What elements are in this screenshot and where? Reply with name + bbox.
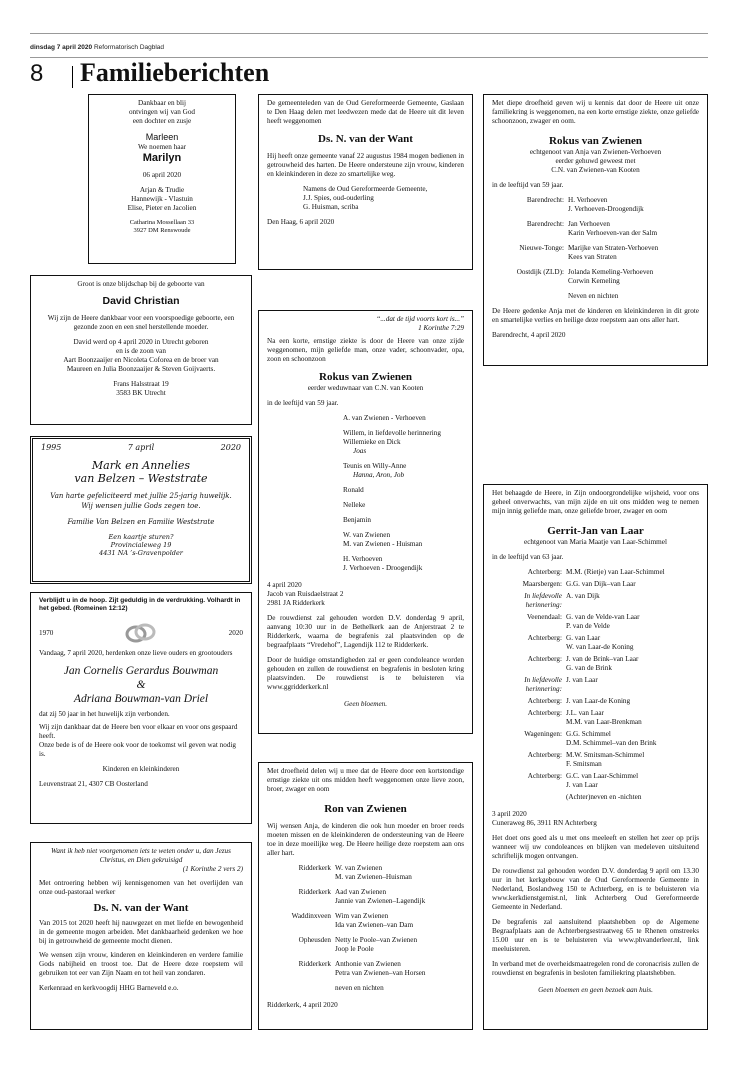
family-row xyxy=(492,697,699,706)
family-place: Achterberg: xyxy=(527,709,562,717)
service-info: De rouwdienst zal gehouden worden D.V. donderdag 9 april, aanvang 10:30 uur in de Bethelkerk aan de Anjerstraat 2 te Ridderkerk, waarna de begrafenis zal plaatsvinden op de begraafplaats “Vredehof”, Lagendijk 112 te Ridderkerk. xyxy=(267,614,464,649)
intro: Na een korte, ernstige ziekte is door de Heere van onze zijde weggenomen, mijn geliefde man, onze vader, schoonvader, opa, zoon en schoonzoon xyxy=(267,337,464,363)
family-row xyxy=(492,793,699,802)
date: 3 april 2020 xyxy=(492,810,527,818)
family-member: J. van de Brink–van Laar xyxy=(566,655,639,663)
anniversary-25-ad xyxy=(30,436,252,584)
family-place: In liefdevolle herinnering: xyxy=(524,676,562,693)
obituary-want-denhaag xyxy=(258,94,473,270)
place-date: Barendrecht, 4 april 2020 xyxy=(492,331,566,339)
family-row xyxy=(492,613,699,631)
page-divider xyxy=(72,66,73,88)
family-member: J. van Laar xyxy=(566,676,598,684)
dates-row: 1995 7 april 2020 xyxy=(41,443,241,452)
family-member: P. van de Velde xyxy=(566,622,610,630)
family-member: J.L. van Laar xyxy=(566,709,604,717)
extra-family: neven en nichten xyxy=(335,984,384,992)
place-date: Ridderkerk, 4 april 2020 xyxy=(267,1001,338,1009)
page-number: 8 xyxy=(30,60,44,87)
deceased-name: Ron van Zwienen xyxy=(324,803,407,815)
deceased-name: Rokus van Zwienen xyxy=(319,371,412,383)
family-member: G.C. van Laar-Schimmel xyxy=(566,772,639,780)
signature: Kerkenraad en kerkvoogdij HHG Barneveld e.o. xyxy=(39,984,179,992)
family-row xyxy=(492,676,699,694)
corona-info: In verband met de overheidsmaatregelen rond de coronacrisis zullen de rouwdienst en begrafenis in besloten familiekring plaatshebben. xyxy=(492,960,699,977)
service-info: De rouwdienst zal gehouden worden D.V. donderdag 9 april om 13.30 uur in het kerkgebouw van de Oud Gereformeerde Gemeente in Nederland, Boslandweg 150 te Achterberg, en is te beluisteren via www.kerkdienstgemist.nl, link Achterberg Oud Gereformeerde Gemeente in Nederland. xyxy=(492,867,699,911)
family-place: Achterberg: xyxy=(527,655,562,663)
family-row xyxy=(492,709,699,727)
intro: Met diepe droefheid geven wij u kennis dat door de Heere uit onze familiekring is weggenomen, na een korte ernstige ziekte, onze geliefde schoonzoon, zwager en oom. xyxy=(492,99,699,125)
age-line: in de leeftijd van 59 jaar. xyxy=(267,399,339,407)
family-place: Veenendaal: xyxy=(526,613,562,621)
verse-ref: 1 Korinthe 7:29 xyxy=(418,324,464,332)
family-row xyxy=(492,580,699,589)
obituary-rokus-family xyxy=(258,310,473,734)
address: Jacob van Ruisdaelstraat 2 2981 JA Ridderkerk xyxy=(267,590,344,607)
ampersand: & xyxy=(136,679,146,691)
family-member: G. van Laar xyxy=(566,634,601,642)
masthead xyxy=(30,44,164,51)
spouse-line: eerder weduwnaar van C.N. van Kooten xyxy=(307,384,424,392)
family-member: A. van Dijk xyxy=(566,592,600,600)
family-list: Ridderkerk W. van Zwienen M. van Zwienen–Huisman Ridderkerk Aad van Zwienen Jannie van Zwienen–Lagendijk Waddinxveen Wim van Zwienen Ida van Zwienen–van Dam Opheusden Netty le Poole–van Zwienen Joop le Poole Ridderkerk Anthonie van Zwienen Petra van Zwienen–van Horsen xyxy=(291,864,426,977)
family-place: Achterberg: xyxy=(527,772,562,780)
year-from: 1970 xyxy=(39,628,54,637)
issue-date: dinsdag 7 april 2020 xyxy=(30,44,93,51)
family-place: Achterberg: xyxy=(527,634,562,642)
comfort-text: De Heere gedenke Anja met de kinderen en kleinkinderen in dit grote en smartelijke verlies en heilige deze roepstem aan ons aller hart. xyxy=(492,307,699,324)
obituary-want-barneveld xyxy=(30,842,252,1030)
birth-david-ad xyxy=(30,275,252,425)
baby-name: David Christian xyxy=(102,295,180,307)
anniversary-50-ad xyxy=(30,592,252,824)
obituary-rokus-verhoeven xyxy=(483,94,708,366)
family-list xyxy=(492,568,699,802)
family-member: M.W. Smitsman-Schimmel xyxy=(566,751,645,759)
footer-note: Geen bloemen en geen bezoek aan huis. xyxy=(538,986,653,994)
family-row xyxy=(492,730,699,748)
family-member: G. van de Brink xyxy=(566,664,612,672)
verse-ref: (1 Korinthe 2 vers 2) xyxy=(182,865,243,873)
parents: Arjan & Trudie Hannewijk - Vlastuin Elise, Pieter en Jacolien xyxy=(127,186,197,212)
footer-note: Geen bloemen. xyxy=(343,700,388,708)
verse: Verblijdt u in de hoop. Zijt geduldig in de verdrukking. Volhardt in het gebed. (Romeinen 12:12) xyxy=(39,597,241,612)
family-member: G.G. van Dijk–van Laar xyxy=(566,580,636,588)
age-line: in de leeftijd van 59 jaar. xyxy=(492,181,564,189)
obituary-gerrit-jan xyxy=(483,484,708,1030)
deceased-name: Ds. N. van der Want xyxy=(93,902,189,914)
family-place: Wageningen: xyxy=(524,730,562,738)
address: Catharina Mossellaan 33 3927 DM Renswoude xyxy=(129,219,195,234)
place-date: Den Haag, 6 april 2020 xyxy=(267,218,335,226)
wedding-rings-icon xyxy=(124,621,158,645)
comfort-text: We wensen zijn vrouw, kinderen en kleinkinderen en verdere familie Gods nabijheid en troost toe. Dat de Heere deze roepstem wil gebruiken tot eer van Zijn Naam en tot heil van zondaren. xyxy=(39,951,243,977)
family-list: A. van Zwienen - Verhoeven Willem, in liefdevolle herinnering Willemieke en Dick Joas Teunis en Willy-Anne Hanna, Aron, Job Ronald Nelleke Benjamin W. van Zwienen M. van Zwienen - Huisman H. Verhoeven J. Verhoeven - Droogendijk xyxy=(343,414,441,572)
spouse-lines: echtgenoot van Anja van Zwienen-Verhoeven eerder gehuwd geweest met C.N. van Zwienen-van Kooten xyxy=(529,148,662,174)
thanks-text: Wij zijn dankbaar dat de Heere ben voor elkaar en voor ons gespaard heeft. xyxy=(39,723,238,740)
family-place: Achterberg: xyxy=(527,751,562,759)
top-rule xyxy=(30,33,708,34)
intro: Het behaagde de Heere, in Zijn ondoorgrondelijke wijsheid, voor ons geheel onverwachts, van mijn zijde en uit ons midden weg te nemen mijn innig geliefde man, onze geliefde broer, zwager en oom xyxy=(492,489,699,515)
family-row xyxy=(492,655,699,673)
called-text: We noemen haar xyxy=(137,143,187,151)
condolence-info: Door de huidige omstandigheden zal er geen condoleance worden gehouden en zullen de rouwdienst en begrafenis in besloten kring plaatsvinden. De rouwdienst is te beluisteren via www.ggridderkerk.nl xyxy=(267,656,464,691)
birth-details: David werd op 4 april 2020 in Utrecht geboren en is de zoon van Aart Boonzaaijer en Nicoleta Coforea en de broer van Maureen en Julia Boonzaaijer & Steven Goijvaerts. xyxy=(63,338,219,373)
verse: Want ik heb niet voorgenomen iets te weten onder u, dan Jezus Christus, en Dien gekruisigd xyxy=(51,847,231,864)
family-row xyxy=(492,634,699,652)
family-place xyxy=(492,793,566,802)
family-place: In liefdevolle herinnering: xyxy=(524,592,562,609)
comfort-text: Wij wensen Anja, de kinderen die ook hun moeder en broer reeds moeten missen en de kleinkinderen de ondersteuning van de Heere toe in deze moeilijke weg. De Heere heilige deze roepstem aan ons aller hart. xyxy=(267,822,464,857)
marriage-years: dat zij 50 jaar in het huwelijk zijn verbonden. xyxy=(39,710,170,718)
family-member: G. van de Velde-van Laar xyxy=(566,613,640,621)
address: Frans Halsstraat 19 3583 BK Utrecht xyxy=(113,380,169,397)
family-member: F. Smitsman xyxy=(566,760,602,768)
baby-name: Marilyn xyxy=(142,152,182,164)
family-member: M.M. van Laar-Brenkman xyxy=(566,718,642,726)
name-wife: Adriana Bouwman-van Driel xyxy=(73,693,209,705)
prayer-text: Onze bede is of de Heere ook voor de toekomst wil geven wat nodig is. xyxy=(39,741,236,758)
thanks-text: Wij zijn de Heere dankbaar voor een voorspoedige geboorte, een gezonde zoon en een snel herstellende moeder. xyxy=(47,314,235,331)
family-member: M.M. (Rietje) van Laar-Schimmel xyxy=(566,568,665,576)
family-place: Maarsbergen: xyxy=(522,580,562,588)
years-row xyxy=(39,621,243,645)
family-row xyxy=(492,772,699,790)
family-sign: Familie Van Belzen en Familie Weststrate xyxy=(67,518,215,526)
section-title: Familieberichten xyxy=(80,58,270,87)
age-line: in de leeftijd van 63 jaar. xyxy=(492,553,564,561)
deceased-name: Ds. N. van der Want xyxy=(318,133,413,145)
family-place: Achterberg: xyxy=(527,568,562,576)
family-list: Barendrecht: H. Verhoeven J. Verhoeven-Droogendijk Barendrecht: Jan Verhoeven Karin Verhoeven-van der Salm Nieuwe-Tonge: Marijke van Straten-Verhoeven Kees van Straten Oostdijk (ZLD): Jolanda Kemeling-Verhoeven Corwin Kemeling xyxy=(516,196,659,285)
obituary-ron xyxy=(258,762,473,1030)
extra-family: Neven en nichten xyxy=(568,292,619,300)
congrats: Van harte gefeliciteerd met jullie 25-jarig huwelijk. Wij wensen jullie Gods zegen toe. xyxy=(50,492,232,510)
family-member: (Achter)neven en -nichten xyxy=(566,793,642,801)
address: Een kaartje sturen? Provincialeweg 19 4431 NA ’s-Gravenpolder xyxy=(99,533,183,557)
address: Leuvenstraat 21, 4307 CB Oosterland xyxy=(39,780,148,788)
verse: “...dat de tijd voorts kort is...” xyxy=(376,315,464,323)
birth-date: 06 april 2020 xyxy=(142,171,182,179)
family-member: J. van Laar xyxy=(566,781,598,789)
tribute-text: Hij heeft onze gemeente vanaf 22 augustus 1984 mogen bedienen in getrouwheid des harten. De Heere ondersteune zijn vrouw, kinderen en kleinkinderen in deze zo smartelijke weg. xyxy=(267,152,464,178)
name-husband: Jan Cornelis Gerardus Bouwman xyxy=(63,665,219,677)
condolence-text: Het doet ons goed als u met ons meeleeft en stellen het zeer op prijs wanneer wij uw condoleances en blijken van medeleven uitsluitend schriftelijk mogen ontvangen. xyxy=(492,834,699,860)
couple-names: Mark en Annelies van Belzen – Weststrate xyxy=(74,459,208,485)
deceased-name: Rokus van Zwienen xyxy=(549,135,642,147)
intro: Vandaag, 7 april 2020, herdenken onze lieve ouders en grootouders xyxy=(39,649,233,657)
intro: Met ontroering hebben wij kennisgenomen van het overlijden van onze oud-pastoraal werker xyxy=(39,879,243,896)
intro: Met droefheid delen wij u mee dat de Heere door een kortstondige ernstige ziekte uit ons midden heeft weggenomen onze lieve zoon, broer, zwager en oom xyxy=(267,767,464,793)
address: Cuneraweg 86, 3911 RN Achterberg xyxy=(492,819,597,827)
family-place: Achterberg: xyxy=(527,697,562,705)
date: 4 april 2020 xyxy=(267,581,302,589)
family-member: D.M. Schimmel–van den Brink xyxy=(566,739,657,747)
paper-name: Reformatorisch Dagblad xyxy=(93,44,165,51)
birth-marilyn-ad xyxy=(88,94,236,264)
first-name: Marleen xyxy=(145,132,179,142)
burial-info: De begrafenis zal aansluitend plaatshebben op de Algemene Begraafplaats aan de Achterbergsestraatweg 65 te Rhenen omstreeks 15.00 uur en is te beluisteren via www.phvanderleer.nl, link meeluisteren. xyxy=(492,918,699,953)
tribute-text: Van 2015 tot 2020 heeft hij nauwgezet en met liefde en bewogenheid in de gemeente mogen arbeiden. Met dankbaarheid gedenken we hoe bij in getrouwheid de gemeente mocht dienen. xyxy=(39,919,243,945)
family-row xyxy=(492,568,699,577)
family-member: G.G. Schimmel xyxy=(566,730,611,738)
year-to: 2020 xyxy=(228,628,243,637)
family-member: J. van Laar-de Koning xyxy=(566,697,631,705)
intro: Dankbaar en blij ontvingen wij van God een dochter en zusje xyxy=(128,99,196,125)
intro: De gemeenteleden van de Oud Gereformeerde Gemeente, Gaslaan te Den Haag delen met leedwezen mede dat de Heere uit dit leven heeft weggenomen xyxy=(267,99,464,125)
deceased-name: Gerrit-Jan van Laar xyxy=(547,525,644,537)
family-row xyxy=(492,751,699,769)
family-row xyxy=(492,592,699,610)
family-member: W. van Laar-de Koning xyxy=(566,643,634,651)
spouse-line: echtgenoot van Maria Maatje van Laar-Schimmel xyxy=(524,538,667,546)
signature: Kinderen en kleinkinderen xyxy=(102,765,180,773)
intro: Groot is onze blijdschap bij de geboorte van xyxy=(77,280,205,288)
signature: Namens de Oud Gereformeerde Gemeente, J.J. Spies, oud-ouderling G. Huisman, scriba xyxy=(303,185,428,211)
